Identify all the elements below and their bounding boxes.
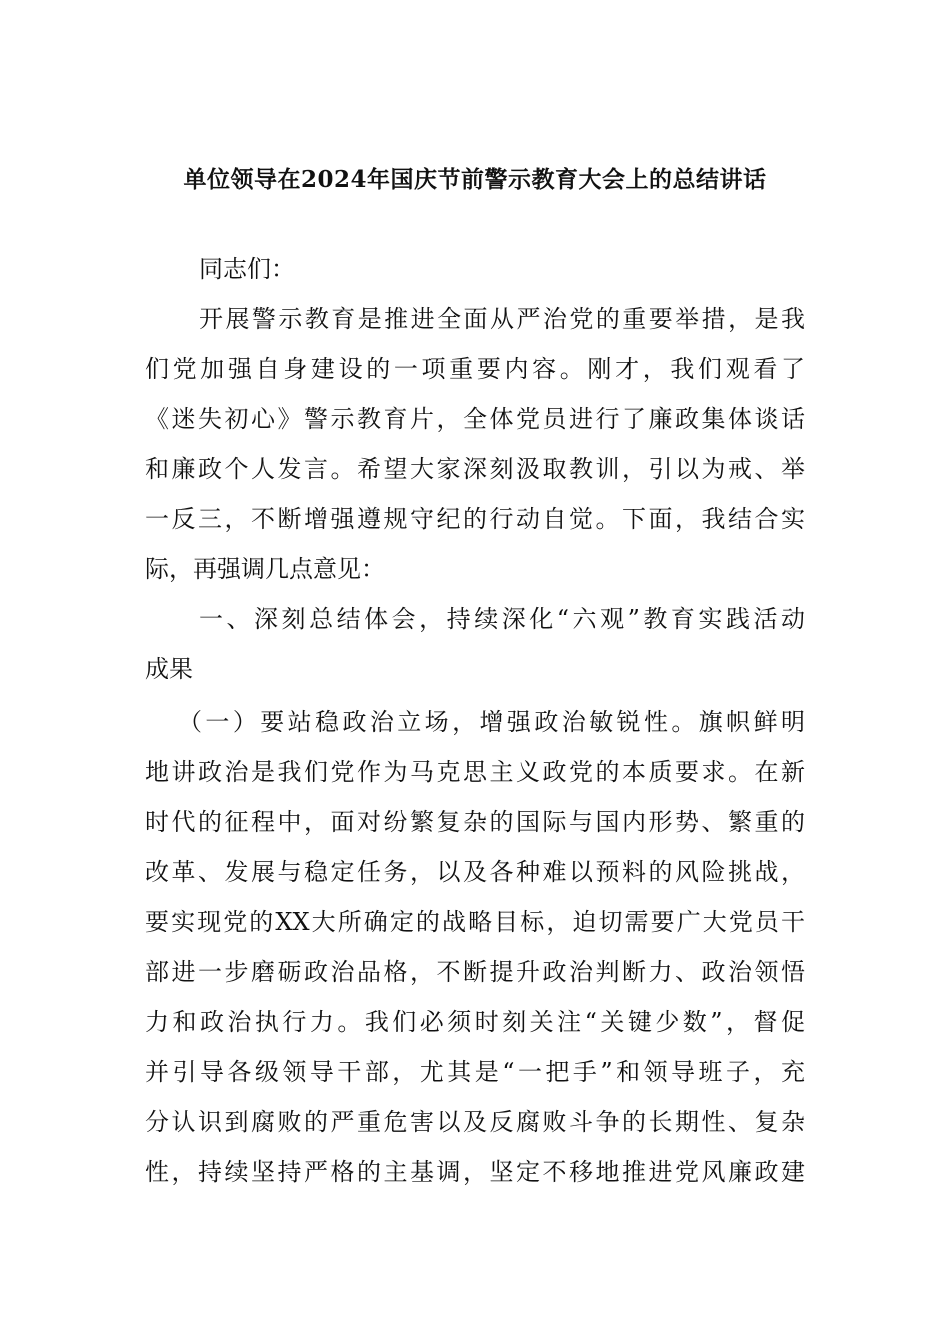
- paragraph-line: 际，再强调几点意见：: [145, 555, 385, 583]
- paragraph-line: （一）要站稳政治立场，增强政治敏锐性。旗帜鲜明: [178, 708, 805, 736]
- paragraph-line: 部进一步磨砺政治品格，不断提升政治判断力、政治领悟: [145, 958, 805, 986]
- paragraph-line: 和廉政个人发言。希望大家深刻汲取教训，引以为戒、举: [145, 455, 805, 483]
- section-heading-1: [145, 594, 805, 694]
- heading-line: 成果: [145, 655, 193, 683]
- paragraph-line: 一反三，不断增强遵规守纪的行动自觉。下面，我结合实: [145, 505, 805, 533]
- salutation: 同志们：: [199, 255, 295, 283]
- paragraph-line: 开展警示教育是推进全面从严治党的重要举措，是我: [199, 305, 805, 333]
- paragraph-line: 们党加强自身建设的一项重要内容。刚才，我们观看了: [145, 355, 805, 383]
- document-body: [145, 244, 805, 1197]
- paragraph-intro: [145, 294, 805, 594]
- paragraph-section-1-1: [145, 697, 805, 1197]
- paragraph-line: 时代的征程中，面对纷繁复杂的国际与国内形势、繁重的: [145, 808, 805, 836]
- paragraph-line: 改革、发展与稳定任务，以及各种难以预料的风险挑战，: [145, 858, 805, 886]
- document-title: 单位领导在2024年国庆节前警示教育大会上的总结讲话: [183, 166, 767, 193]
- paragraph-line: 要实现党的XX大所确定的战略目标，迫切需要广大党员干: [145, 908, 805, 936]
- paragraph-line: 并引导各级领导干部，尤其是“一把手”和领导班子，充: [145, 1058, 805, 1086]
- paragraph-line: 分认识到腐败的严重危害以及反腐败斗争的长期性、复杂: [145, 1108, 805, 1136]
- paragraph-line: 性，持续坚持严格的主基调，坚定不移地推进党风廉政建: [145, 1158, 805, 1186]
- paragraph-line: 地讲政治是我们党作为马克思主义政党的本质要求。在新: [145, 758, 805, 786]
- paragraph-line: 《迷失初心》警示教育片，全体党员进行了廉政集体谈话: [145, 405, 805, 433]
- paragraph-line: 力和政治执行力。我们必须时刻关注“关键少数”，督促: [145, 1008, 805, 1036]
- heading-line: 一、深刻总结体会，持续深化“六观”教育实践活动: [199, 605, 805, 633]
